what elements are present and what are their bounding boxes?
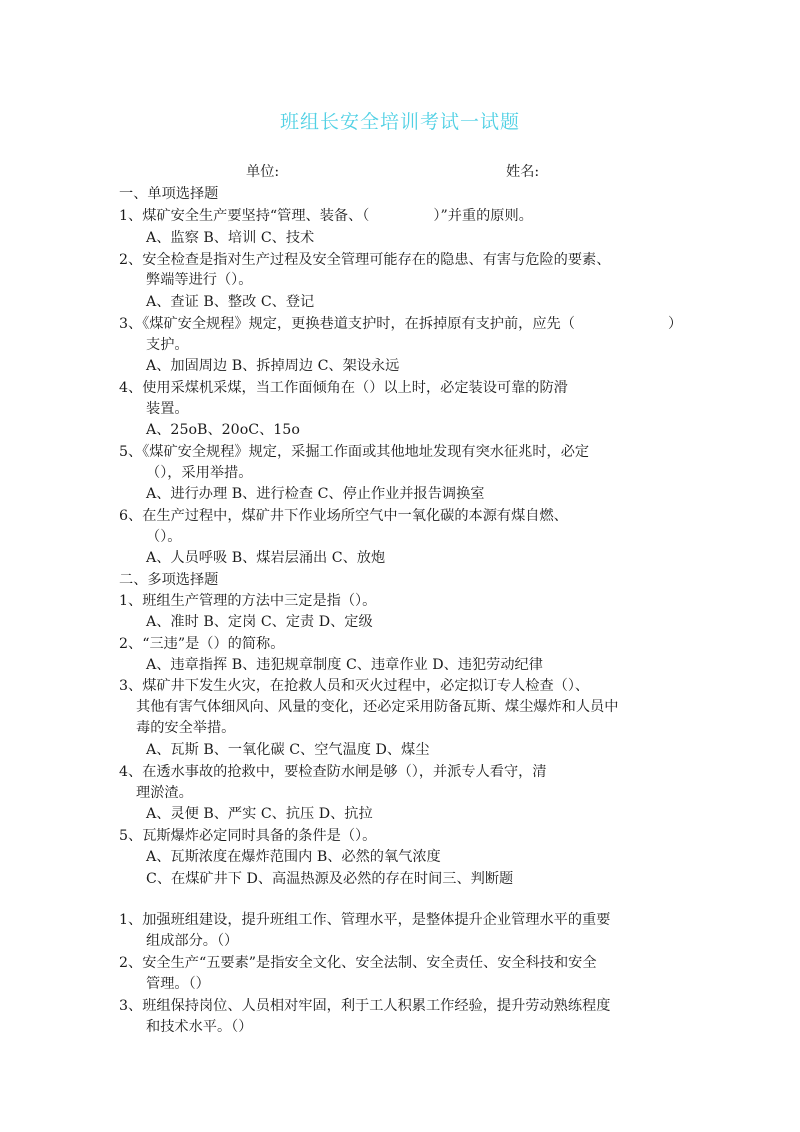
section-multi-choice: 二、多项选择题	[119, 572, 219, 588]
question-text: 1、班组生产管理的方法中三定是指（）。	[119, 593, 377, 609]
page-title: 班组长安全培训考试一试题	[279, 111, 520, 133]
answer-options: A、违章指挥 B、违犯规章制度 C、违章作业 D、违犯劳动纪律	[146, 657, 543, 673]
question-text-part: ）	[668, 316, 683, 332]
answer-options: A、25oB、20oC、15o	[146, 422, 300, 438]
unit-label: 单位:	[246, 164, 280, 180]
question-text: 1、加强班组建设，提升班组工作、管理水平，是整体提升企业管理水平的重要	[119, 912, 611, 928]
question-text: 理淤渣。	[136, 785, 193, 801]
question-text-part: 1、煤矿安全生产要坚持“管理、装备、（	[119, 208, 370, 224]
section-single-choice: 一、单项选择题	[119, 186, 219, 202]
answer-options: C、在煤矿井下 D、高温热源及必然的存在时间三、判断题	[146, 871, 514, 887]
question-text: 2、“三违”是（）的简称。	[119, 636, 285, 652]
name-label: 姓名:	[506, 164, 540, 180]
question-text: 毒的安全举措。	[136, 720, 236, 736]
question-text: 组成部分。（）	[146, 933, 239, 949]
question-text: 弊端等进行（）。	[146, 272, 253, 288]
answer-options: A、查证 B、整改 C、登记	[146, 294, 315, 310]
question-text: 2、安全检查是指对生产过程及安全管理可能存在的隐患、有害与危险的要素、	[119, 252, 611, 268]
question-text: 和技术水平。（）	[146, 1019, 253, 1035]
question-text: 5、瓦斯爆炸必定同时具备的条件是（）。	[119, 828, 377, 844]
answer-options: A、瓦斯浓度在爆炸范围内 B、必然的氧气浓度	[146, 849, 441, 865]
answer-options: A、人员呼吸 B、煤岩层涌出 C、放炮	[146, 550, 386, 566]
question-text: 3、《煤矿安全规程》规定，更换巷道支护时，在拆掉原有支护前，应先（	[119, 316, 575, 332]
question-text: 6、在生产过程中，煤矿井下作业场所空气中一氧化碳的本源有煤自燃、	[119, 508, 568, 524]
question-text: 装置。	[146, 401, 189, 417]
question-text	[119, 206, 533, 226]
answer-options: A、监察 B、培训 C、技术	[146, 230, 315, 246]
question-text: 4、使用采煤机采煤，当工作面倾角在（）以上时，必定装设可靠的防滑	[119, 380, 568, 396]
question-text: 4、在透水事故的抢救中，要检查防水闸是够（），并派专人看守，清	[119, 764, 547, 780]
answer-options: A、灵便 B、严实 C、抗压 D、抗拉	[146, 806, 373, 822]
question-text: 3、煤矿井下发生火灾，在抢救人员和灭火过程中，必定拟订专人检查（）、	[119, 678, 590, 694]
question-text: （），采用举措。	[146, 465, 253, 481]
question-text: （）。	[146, 529, 182, 545]
question-text: 支护。	[146, 337, 189, 353]
question-text-part: ）”并重的原则。	[433, 208, 533, 224]
question-text: 其他有害气体细风向、风量的变化，还必定采用防备瓦斯、煤尘爆炸和人员中	[136, 699, 619, 715]
question-text: 2、安全生产“五要素”是指安全文化、安全法制、安全责任、安全科技和安全	[119, 955, 597, 971]
answer-options: A、加固周边 B、拆掉周边 C、架设永远	[146, 358, 400, 374]
answer-options: A、瓦斯 B、一氧化碳 C、空气温度 D、煤尘	[146, 742, 430, 758]
answer-options: A、准时 B、定岗 C、定责 D、定级	[146, 614, 373, 630]
question-text: 3、班组保持岗位、人员相对牢固，利于工人积累工作经验，提升劳动熟练程度	[119, 998, 611, 1014]
answer-options: A、进行办理 B、进行检查 C、停止作业并报告调换室	[146, 486, 485, 502]
question-text: 管理。（）	[146, 976, 210, 992]
question-text: 5、《煤矿安全规程》规定，采掘工作面或其他地址发现有突水征兆时，必定	[119, 444, 590, 460]
